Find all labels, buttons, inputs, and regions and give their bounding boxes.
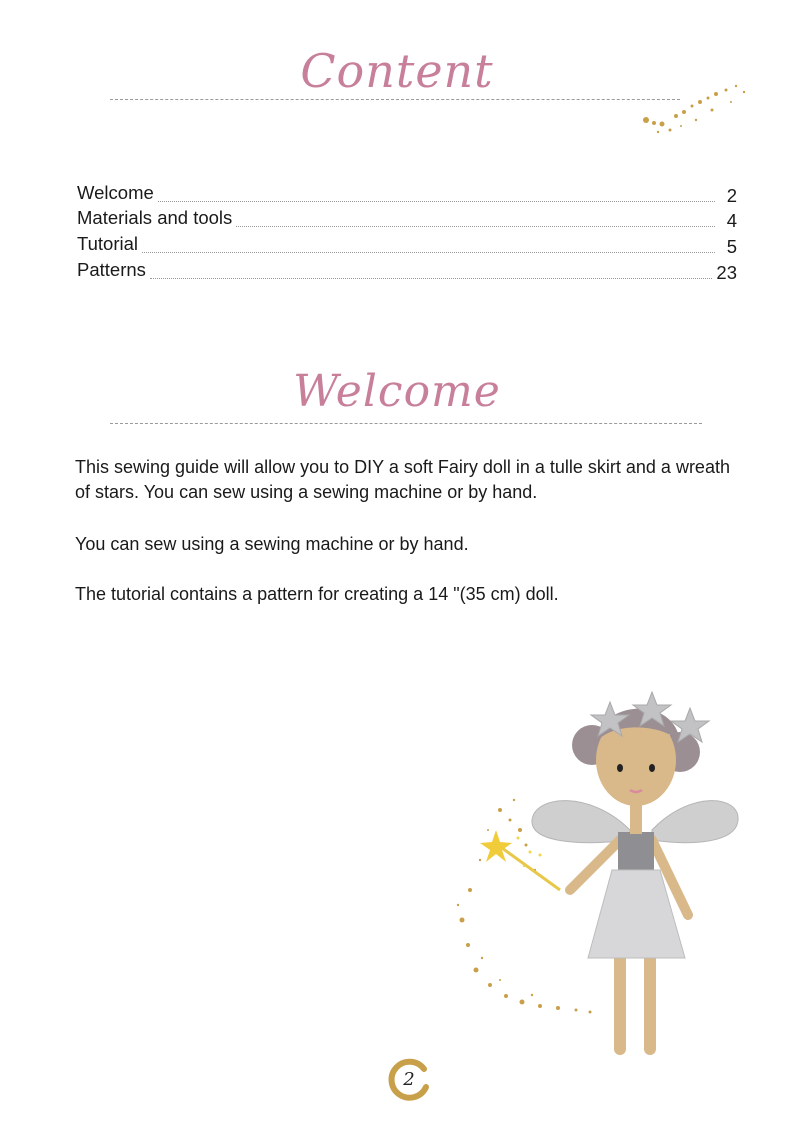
toc-entry-page: 23 <box>716 261 737 283</box>
toc-leader-dots <box>142 252 715 253</box>
toc-entry-label: Tutorial <box>77 233 139 255</box>
gold-glitter-decoration <box>636 80 756 140</box>
table-of-contents <box>77 178 737 281</box>
page-number-badge <box>386 1057 432 1103</box>
fairy-doll-illustration <box>440 680 750 1070</box>
toc-entry-page: 4 <box>726 210 737 232</box>
content-divider <box>110 99 680 100</box>
toc-entry-label: Materials and tools <box>77 207 233 229</box>
toc-entry[interactable] <box>77 178 737 204</box>
toc-entry-page: 5 <box>726 236 737 258</box>
toc-leader-dots <box>150 278 713 279</box>
toc-entry[interactable] <box>77 255 737 281</box>
welcome-divider <box>110 423 702 424</box>
toc-leader-dots <box>158 201 715 202</box>
content-heading: Content <box>300 44 494 98</box>
page-number: 2 <box>403 1069 415 1090</box>
toc-entry-page: 2 <box>726 184 737 206</box>
pattern-size-paragraph: The tutorial contains a pattern for creating a 14 "(35 cm) doll. <box>75 584 559 604</box>
intro-paragraph: This sewing guide will allow you to DIY a soft Fairy doll in a tulle skirt and a wreath of stars. You can sew using a sewing machine or by hand. <box>75 457 730 502</box>
toc-entry[interactable] <box>77 229 737 258</box>
toc-entry-label: Patterns <box>77 258 146 280</box>
toc-entry[interactable] <box>77 204 737 230</box>
welcome-heading: Welcome <box>293 366 501 417</box>
sewing-method-paragraph: You can sew using a sewing machine or by hand. <box>75 534 469 554</box>
toc-leader-dots <box>236 226 715 227</box>
toc-entry-label: Welcome <box>77 181 154 203</box>
